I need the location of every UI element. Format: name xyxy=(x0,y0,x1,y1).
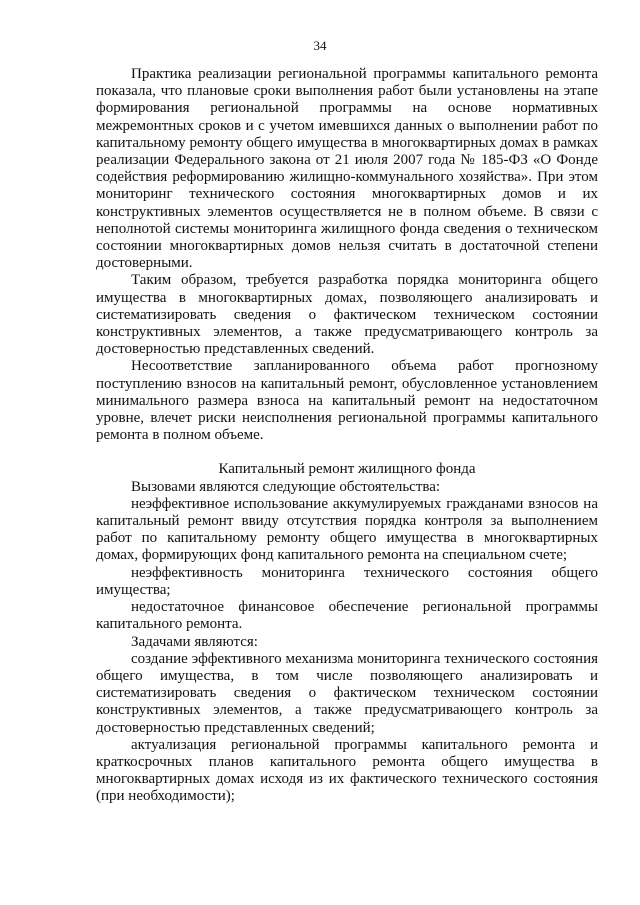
paragraph-tasks-intro: Задачами являются: xyxy=(131,633,258,650)
section-spacer xyxy=(96,444,598,461)
paragraph-monitoring-requirement: Таким образом, требуется разработка порядка мониторинга общего имущества в многоквартирных домах, позволяющего анализировать и систематизировать сведения о фактическом техническом состоянии конструктивных элементов, а также предусматривающего контроль за достоверностью представленных сведений. xyxy=(96,272,598,358)
section-heading: Капитальный ремонт жилищного фонда xyxy=(218,461,476,478)
document-body xyxy=(96,66,598,806)
paragraph-challenges-intro: Вызовами являются следующие обстоятельства: xyxy=(131,478,441,495)
paragraph-challenge-financing: недостаточное финансовое обеспечение региональной программы капитального ремонта. xyxy=(96,599,598,633)
paragraph-challenge-inefficient-use: неэффективное использование аккумулируемых гражданами взносов на капитальный ремонт ввиду отсутствия порядка контроля за выполнением работ по капитальному ремонту общего имущества в многоквартирных домах, формирующих фонд капитального ремонта на специальном счете; xyxy=(96,495,598,564)
paragraph-task-program-update: актуализация региональной программы капитального ремонта и краткосрочных планов капитального ремонта общего имущества в многоквартирных домах исходя из их фактического технического состояния (при необходимости); xyxy=(96,736,598,805)
paragraph-task-monitoring-mechanism: создание эффективного механизма мониторинга технического состояния общего имущества, в том числе позволяющего анализировать и систематизировать сведения о фактическом техническом состоянии конструктивных элементов, а также предусматривающего контроль за достоверностью представленных сведений; xyxy=(96,650,598,736)
paragraph-program-practice: Практика реализации региональной программы капитального ремонта показала, что плановые сроки выполнения работ были установлены на этапе формирования региональной программы на основе нормативных межремонтных сроков и с учетом имевшихся данных о выполнении работ по капитальному ремонту общего имущества в многоквартирных домах в рамках реализации Федерального закона от 21 июля 2007 года № 185-ФЗ «О Фонде содействия реформированию жилищно-коммунального хозяйства». При этом мониторинг технического состояния многоквартирных домов и их конструктивных элементов осуществляется не в полном объеме. В связи с неполнотой системы мониторинга жилищного фонда сведения о техническом состоянии многоквартирных домов нельзя считать в достаточной степени достоверными. xyxy=(96,66,598,272)
paragraph-challenge-monitoring: неэффективность мониторинга технического состояния общего имущества; xyxy=(96,564,598,598)
page-number: 34 xyxy=(313,38,327,53)
paragraph-funding-mismatch: Несоответствие запланированного объема работ прогнозному поступлению взносов на капитальный ремонт, обусловленное установлением минимального размера взноса на капитальный ремонт на недостаточном уровне, влечет риски неисполнения региональной программы капитального ремонта в полном объеме. xyxy=(96,358,598,444)
